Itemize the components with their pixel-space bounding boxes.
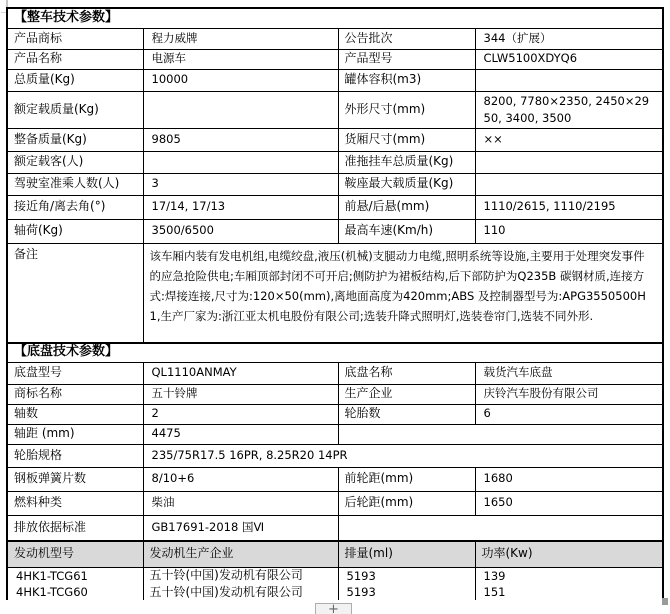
cell-label: 整备质量(Kg) [7, 128, 143, 151]
cell-value [475, 69, 663, 91]
cell-value: 五十铃牌 [143, 384, 338, 404]
cell-value: 载货汽车底盘 [475, 362, 663, 384]
remark-label: 备注 [7, 243, 143, 343]
table-row [7, 173, 663, 195]
cell-label: 轮胎数 [338, 404, 475, 424]
cell-value: 110 [475, 219, 663, 243]
cell-label: 罐体容积(m3) [338, 69, 475, 91]
plus-icon: + [328, 602, 339, 614]
cell-value: 程力威牌 [143, 28, 338, 49]
spec-table [6, 7, 664, 603]
cell-label: 轮胎规格 [7, 444, 143, 467]
cell-label: 接近角/离去角(°) [7, 195, 143, 219]
cell-value: 3 [143, 173, 338, 195]
cell-value: 6 [475, 404, 663, 424]
cell-label: 最高车速(Km/h) [338, 219, 475, 243]
engine-displacement: 5193 [338, 585, 475, 602]
engine-power: 151 [475, 585, 663, 602]
cell-value: 10000 [143, 69, 338, 91]
cell-label: 轴荷(Kg) [7, 219, 143, 243]
cell-value: ×× [475, 128, 663, 151]
cell-empty [338, 424, 663, 444]
table-row [7, 491, 663, 515]
scrollbar-strip [0, 600, 670, 614]
cell-label: 排放依据标准 [7, 515, 143, 541]
cell-value: CLW5100XDYQ6 [475, 49, 663, 69]
cell-value [143, 151, 338, 173]
engine-header-manufacturer: 发动机生产企业 [143, 541, 338, 567]
remark-text: 该车厢内装有发电机组,电缆绞盘,液压(机械)支腿动力电缆,照明系统等设施,主要用于处理突发事件的应急抢险供电;车厢顶部封闭不可开启;侧防护为裙板结构,后下部防护为Q235B 碳钢材质,连接方式:焊接连接,尺寸为:120×50(mm),离地面高度为420mm;ABS 及控制器型号为:APG3550500H1,生产厂家为:浙江亚太机电股份有限公司;选装升降式照明灯,选装卷帘门,选装不同外形. [143, 243, 663, 343]
cell-value: 1680 [475, 467, 663, 491]
cell-label: 轴距 (mm) [7, 424, 143, 444]
cell-value: 4475 [143, 424, 338, 444]
cell-value: 3500/6500 [143, 219, 338, 243]
cell-value: 344（扩展） [475, 28, 663, 49]
cell-value: 庆铃汽车股份有限公司 [475, 384, 663, 404]
cell-value [143, 91, 338, 128]
table-row [7, 195, 663, 219]
resize-grip-fragment [662, 598, 668, 605]
cell-value: 235/75R17.5 16PR, 8.25R20 14PR [143, 444, 663, 467]
table-row [7, 515, 663, 541]
engine-manufacturer: 五十铃(中国)发动机有限公司 [143, 567, 338, 585]
section-title-chassis: 【底盘技术参数】 [7, 343, 663, 362]
engine-header-power: 功率(Kw) [475, 541, 663, 567]
table-row [7, 243, 663, 343]
cell-label: 前悬/后悬(mm) [338, 195, 475, 219]
cell-label: 鞍座最大载质量(Kg) [338, 173, 475, 195]
table-row [7, 69, 663, 91]
cell-value: 9805 [143, 128, 338, 151]
cell-label: 公告批次 [338, 28, 475, 49]
cell-label: 燃料种类 [7, 491, 143, 515]
cell-label: 货厢尺寸(mm) [338, 128, 475, 151]
table-row [7, 128, 663, 151]
table-row [7, 467, 663, 491]
cell-value: 1110/2615, 1110/2195 [475, 195, 663, 219]
cell-label: 产品型号 [338, 49, 475, 69]
engine-power: 139 [475, 567, 663, 585]
cell-value: QL1110ANMAY [143, 362, 338, 384]
cell-label: 钢板弹簧片数 [7, 467, 143, 491]
cell-empty [338, 515, 663, 541]
table-row [7, 567, 663, 585]
cell-value: GB17691-2018 国Ⅵ [143, 515, 338, 541]
cell-label: 产品名称 [7, 49, 143, 69]
cell-label: 前轮距(mm) [338, 467, 475, 491]
engine-model: 4HK1-TCG60 [7, 585, 143, 602]
table-row [7, 219, 663, 243]
table-row [7, 343, 663, 362]
cell-value: 8200, 7780×2350, 2450×2950, 3400, 3500 [475, 91, 663, 128]
cell-label: 额定载客(人) [7, 151, 143, 173]
engine-header-model: 发动机型号 [7, 541, 143, 567]
cell-label: 外形尺寸(mm) [338, 91, 475, 128]
engine-model: 4HK1-TCG61 [7, 567, 143, 585]
cell-label: 轴数 [7, 404, 143, 424]
engine-header-displacement: 排量(ml) [338, 541, 475, 567]
cell-value: 1650 [475, 491, 663, 515]
add-button[interactable] [315, 603, 352, 614]
table-row [7, 404, 663, 424]
cell-value: 2 [143, 404, 338, 424]
cell-value: 电源车 [143, 49, 338, 69]
table-row [7, 28, 663, 49]
cell-value: 柴油 [143, 491, 338, 515]
cell-label: 产品商标 [7, 28, 143, 49]
table-row [7, 151, 663, 173]
cell-label: 底盘型号 [7, 362, 143, 384]
table-row [7, 444, 663, 467]
cell-value: 17/14, 17/13 [143, 195, 338, 219]
cell-value: 8/10+6 [143, 467, 338, 491]
table-row [7, 424, 663, 444]
engine-displacement: 5193 [338, 567, 475, 585]
cell-label: 后轮距(mm) [338, 491, 475, 515]
table-row [7, 362, 663, 384]
cell-label: 总质量(Kg) [7, 69, 143, 91]
cell-label: 生产企业 [338, 384, 475, 404]
cell-label: 准拖挂车总质量(Kg) [338, 151, 475, 173]
table-row [7, 49, 663, 69]
cell-label: 商标名称 [7, 384, 143, 404]
cell-label: 底盘名称 [338, 362, 475, 384]
table-row [7, 541, 663, 567]
table-row [7, 8, 663, 28]
cell-value [475, 151, 663, 173]
table-row [7, 384, 663, 404]
cell-label: 额定载质量(Kg) [7, 91, 143, 128]
section-title-vehicle: 【整车技术参数】 [7, 8, 663, 28]
cell-label: 驾驶室准乘人数(人) [7, 173, 143, 195]
table-row [7, 91, 663, 128]
engine-manufacturer: 五十铃(中国)发动机有限公司 [143, 585, 338, 602]
cell-value [475, 173, 663, 195]
